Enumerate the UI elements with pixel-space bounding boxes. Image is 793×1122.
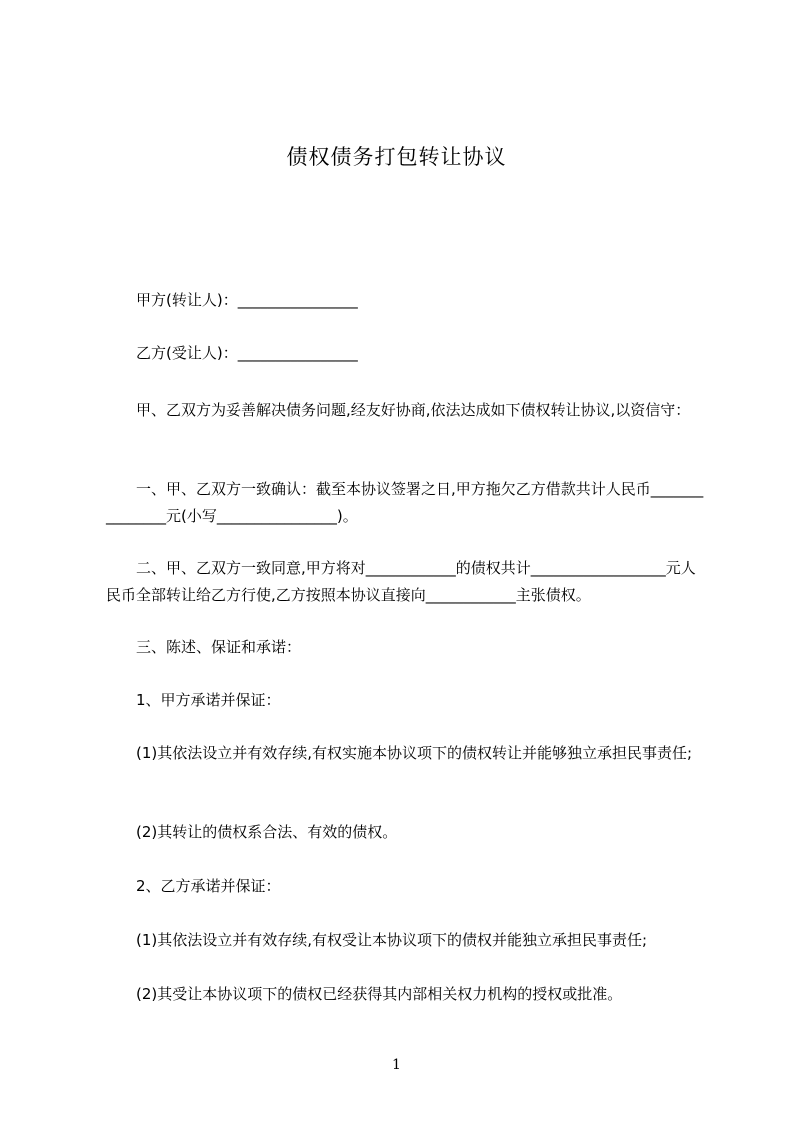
party-b-line: 乙方(受让人)：________________: [106, 344, 358, 362]
clause-2-paragraph: 二、甲、乙双方一致同意,甲方将对____________的债权共计__________________元人民币全部转让给乙方行使,乙方按照本协议直接向____________主张债权。: [106, 559, 696, 604]
page-number: 1: [392, 1057, 401, 1073]
party-a-line: 甲方(转让人)：________________: [106, 291, 358, 309]
document-title: 债权债务打包转让协议: [286, 145, 507, 169]
party-a-warranty-item-1: (1)其依法设立并有效存续,有权实施本协议项下的债权转让并能够独立承担民事责任;: [106, 744, 693, 762]
preamble-paragraph: 甲、乙双方为妥善解决债务问题,经友好协商,依法达成如下债权转让协议,以资信守：: [106, 401, 691, 419]
party-b-warranty-heading: 2、乙方承诺并保证：: [106, 877, 281, 895]
party-a-warranty-heading: 1、甲方承诺并保证：: [106, 691, 281, 709]
clause-3-heading: 三、陈述、保证和承诺：: [106, 638, 302, 656]
party-a-warranty-item-2: (2)其转让的债权系合法、有效的债权。: [106, 823, 398, 841]
party-b-warranty-item-2: (2)其受让本协议项下的债权已经获得其内部相关权力机构的授权或批准。: [106, 985, 623, 1003]
party-b-warranty-item-1: (1)其依法设立并有效存续,有权受让本协议项下的债权并能独立承担民事责任;: [106, 931, 648, 949]
clause-1-paragraph: 一、甲、乙双方一致确认：截至本协议签署之日,甲方拖欠乙方借款共计人民币_______________元(小写________________)。: [106, 480, 704, 525]
